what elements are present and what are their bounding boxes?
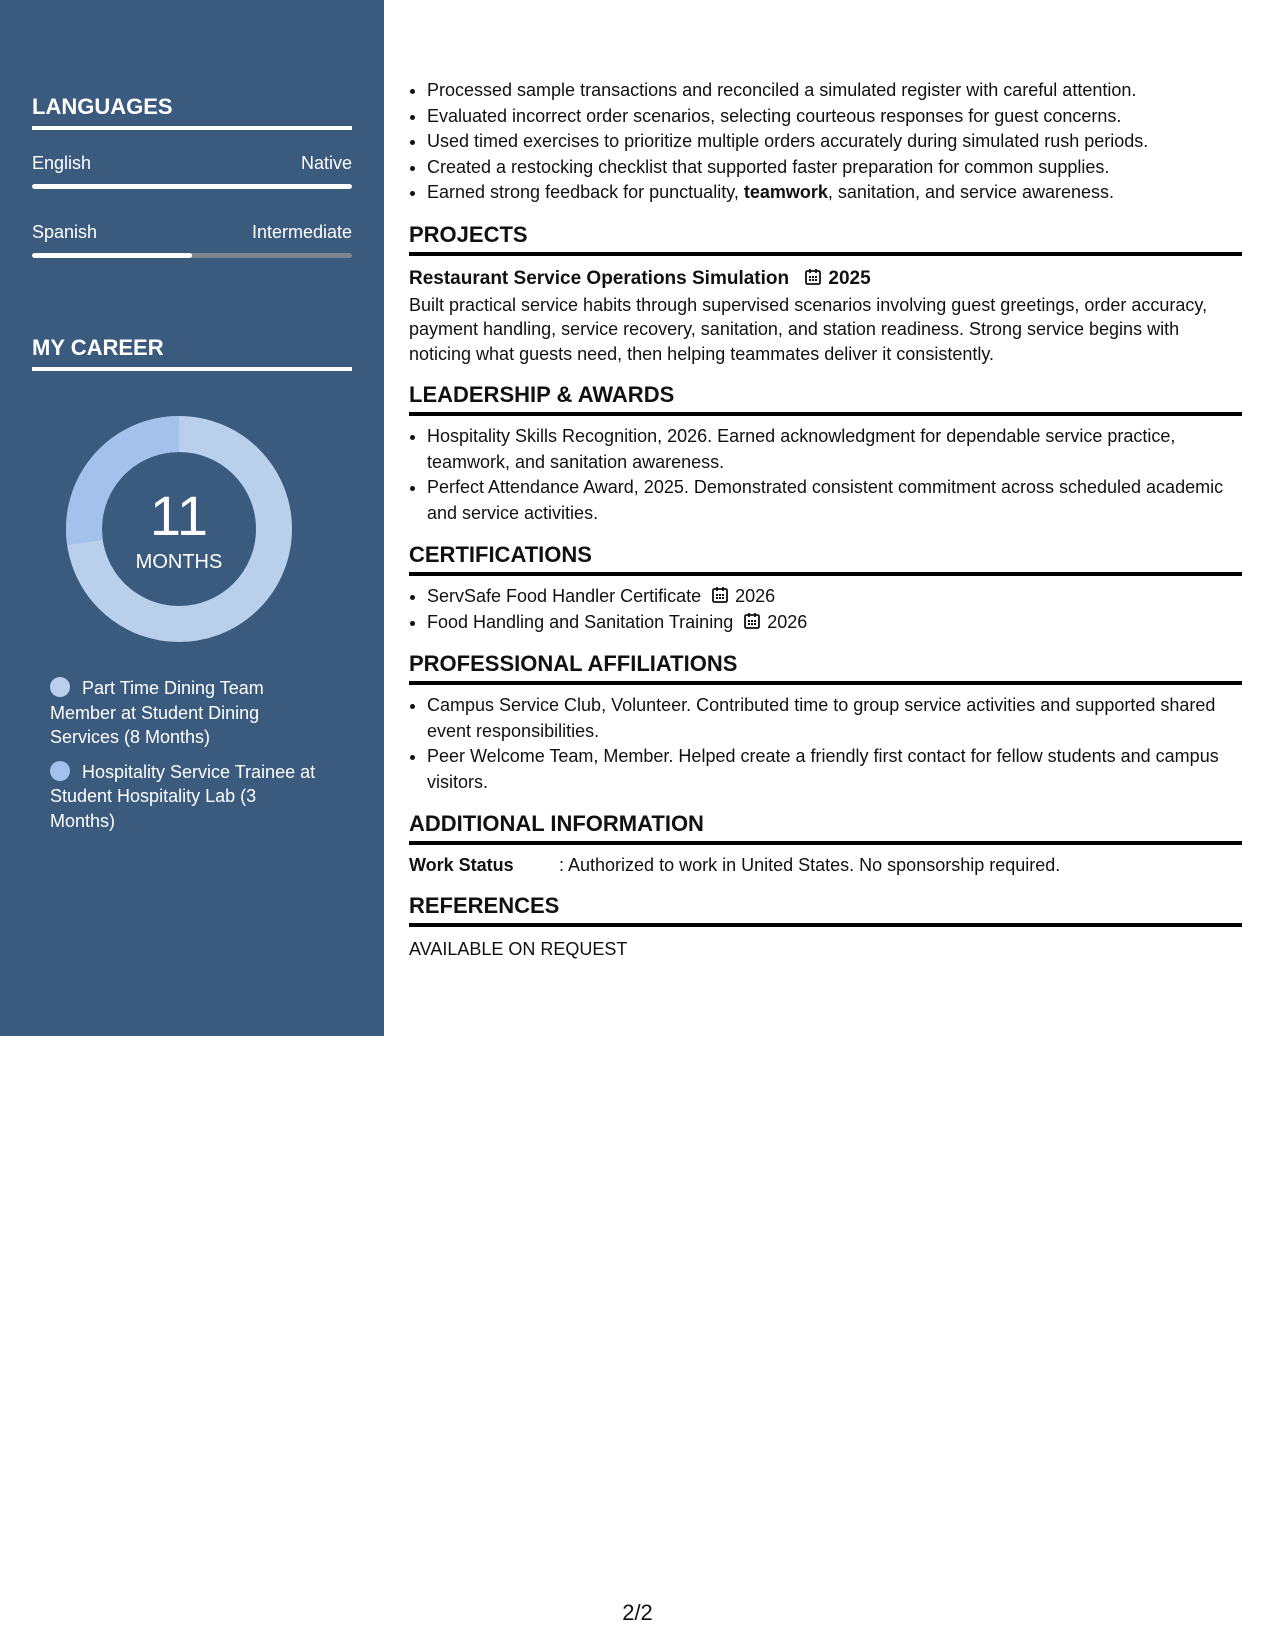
work-status-row <box>409 853 1242 877</box>
certifications-list <box>409 584 1242 635</box>
certification-name: Food Handling and Sanitation Training <box>427 611 734 632</box>
career-dot <box>50 677 70 697</box>
career-item <box>50 676 320 750</box>
list-item: • Campus Service Club, Volunteer. Contributed time to group service activities and supported shared event responsibilities. <box>427 693 1242 744</box>
list-item: • Peer Welcome Team, Member. Helped create a friendly first contact for fellow students and campus visitors. <box>427 744 1242 795</box>
certifications-heading: CERTIFICATIONS <box>409 542 1242 576</box>
language-level: Native <box>300 153 352 173</box>
references-text: AVAILABLE ON REQUEST <box>409 939 628 959</box>
list-item <box>427 610 1242 636</box>
language-bar-fill <box>32 253 192 258</box>
career-total-unit: MONTHS <box>135 551 223 573</box>
experience-bullets <box>409 78 1242 206</box>
projects-heading: PROJECTS <box>409 222 1242 256</box>
list-item: • Processed sample transactions and reconciled a simulated register with careful attention. <box>427 78 1242 104</box>
language-bar-spanish <box>32 253 352 258</box>
list-item <box>427 584 1242 610</box>
language-row-spanish <box>32 221 352 243</box>
career-item-text: Part Time Dining Team Member at Student Dining Services (8 Months) <box>50 678 264 747</box>
affiliations-list <box>409 693 1242 795</box>
career-donut-svg <box>66 416 292 642</box>
language-name: Spanish <box>32 222 98 242</box>
language-bar-fill <box>32 184 352 189</box>
page-number: 2/2 <box>622 1600 653 1625</box>
certification-year: 2026 <box>735 586 776 606</box>
additional-info-heading: ADDITIONAL INFORMATION <box>409 811 1242 845</box>
list-item: • Evaluated incorrect order scenarios, selecting courteous responses for guest concerns. <box>427 104 1242 130</box>
main-column <box>409 78 1242 962</box>
certification-name: ServSafe Food Handler Certificate <box>427 586 702 606</box>
work-status-label: Work Status <box>409 855 514 875</box>
career-list <box>50 676 320 843</box>
bullet-text: , sanitation, and service awareness. <box>827 182 1115 202</box>
bullet-bold-text: teamwork <box>743 182 828 202</box>
calendar-icon <box>804 268 822 286</box>
bullet-text: Earned strong feedback for punctuality, <box>427 182 744 202</box>
work-status-value: : Authorized to work in United States. No sponsorship required. <box>559 855 1061 875</box>
career-dot <box>50 761 70 781</box>
sidebar <box>0 0 384 1036</box>
references-heading: REFERENCES <box>409 893 1242 927</box>
list-item <box>427 180 1242 206</box>
leadership-heading: LEADERSHIP & AWARDS <box>409 382 1242 416</box>
career-item-text: Hospitality Service Trainee at Student Hospitality Lab (3 Months) <box>50 761 316 831</box>
calendar-icon <box>711 586 729 604</box>
project-title: Restaurant Service Operations Simulation <box>409 267 790 289</box>
affiliations-heading: PROFESSIONAL AFFILIATIONS <box>409 651 1242 685</box>
project-title-row <box>409 266 1242 291</box>
project-year: 2025 <box>828 267 871 289</box>
project-description: Built practical service habits through supervised scenarios involving guest greetings, order accuracy, payment handling, service recovery, sanitation, and station readiness. Strong service begins with noticing what guests need, then helping teammates deliver it consistently. <box>409 294 1208 364</box>
calendar-icon <box>743 612 761 630</box>
career-donut-chart <box>66 416 292 642</box>
list-item: • Created a restocking checklist that supported faster preparation for common supplies. <box>427 155 1242 181</box>
language-bar-english <box>32 184 352 189</box>
career-heading: MY CAREER <box>32 335 352 371</box>
list-item: • Perfect Attendance Award, 2025. Demonstrated consistent commitment across scheduled academic and service activities. <box>427 475 1242 526</box>
certification-year: 2026 <box>767 611 808 632</box>
language-row-english <box>32 152 352 174</box>
leadership-list <box>409 424 1242 526</box>
list-item: • Used timed exercises to prioritize multiple orders accurately during simulated rush periods. <box>427 129 1242 155</box>
language-name: English <box>32 153 92 173</box>
list-item: • Hospitality Skills Recognition, 2026. Earned acknowledgment for dependable service practice, teamwork, and sanitation awareness. <box>427 424 1242 475</box>
career-total-number: 11 <box>149 484 209 547</box>
languages-heading: LANGUAGES <box>32 94 352 130</box>
language-level: Intermediate <box>251 222 352 242</box>
career-item <box>50 760 320 834</box>
